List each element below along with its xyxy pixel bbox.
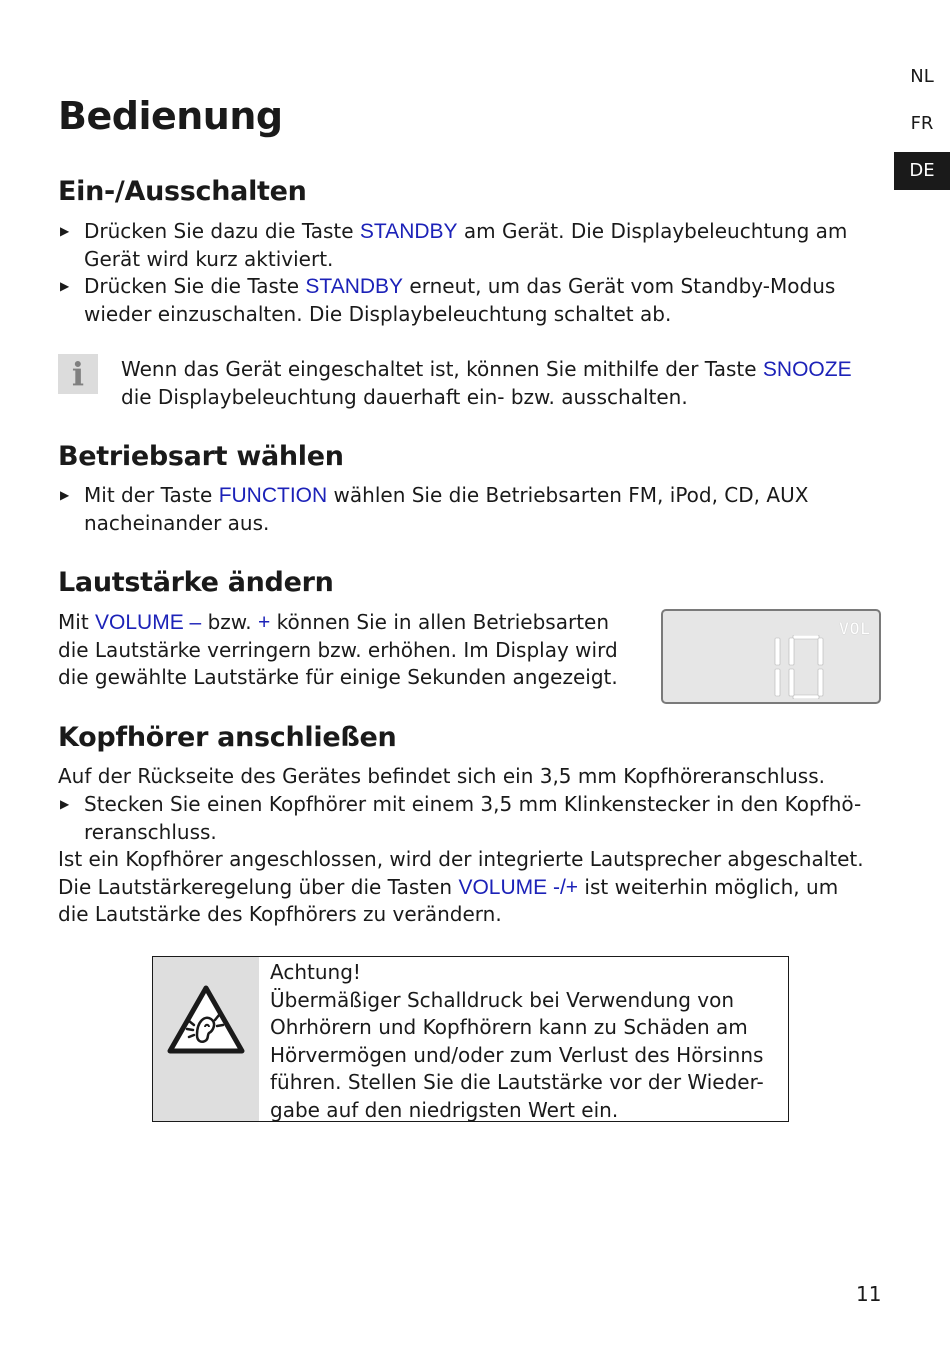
list-item: ▶ Drücken Sie die Taste STANDBY erneut, um das Gerät vom Standby-Modus wieder einzuschalten. Die Displaybeleuchtung schaltet ab. bbox=[60, 274, 836, 326]
language-tab-de[interactable]: DE bbox=[894, 152, 950, 190]
power-bullet-list bbox=[58, 218, 873, 328]
key-volume-minus-plus: VOLUME -/+ bbox=[458, 875, 579, 899]
headphones-after-text: Ist ein Kopfhörer angeschlossen, wird der integrierte Lautsprecher abgeschaltet. Die Lautstärkeregelung über die Tasten VOLUME -/+ ist weiterhin möglich, um die Lautstärke des Kopfhörers zu verändern. bbox=[58, 847, 864, 926]
key-function: FUNCTION bbox=[218, 484, 328, 507]
warning-body: Übermäßiger Schalldruck bei Verwendung von Ohrhörern und Kopfhörern kann zu Schäden am Hörvermögen und/oder zum Verlust des Hörsinns führen. Stellen Sie die Lautstärke vor der Wieder-gabe auf den niedrigsten Wert ein. bbox=[270, 987, 764, 1122]
list-item: ▶ Drücken Sie dazu die Taste STANDBY am Gerät. Die Displaybeleuchtung am Gerät wird kurz aktiviert. bbox=[60, 219, 848, 271]
info-note: Wenn das Gerät eingeschaltet ist, können Sie mithilfe der Taste SNOOZE die Displaybeleuchtung dauerhaft ein- bzw. ausschalten. bbox=[121, 357, 852, 409]
volume-display-illustration bbox=[661, 609, 881, 704]
warning-box bbox=[152, 956, 789, 1122]
volume-paragraph: Mit VOLUME – bzw. + können Sie in allen Betriebsarten die Lautstärke verringern bzw. erhöhen. Im Display wird die gewählte Lautstärke für einige Sekunden angezeigt. bbox=[58, 610, 618, 689]
headphones-bullet-list bbox=[58, 791, 873, 846]
language-tab-nl[interactable]: NL bbox=[910, 66, 934, 87]
display-volume-digits bbox=[771, 635, 827, 699]
key-standby: STANDBY bbox=[305, 275, 404, 298]
headphones-intro: Auf der Rückseite des Gerätes befindet sich ein 3,5 mm Kopfhöreranschluss. bbox=[58, 764, 825, 788]
vol-indicator: VOL bbox=[839, 619, 871, 638]
key-volume-minus: VOLUME – bbox=[95, 611, 202, 634]
bullet-arrow-icon: ▶ bbox=[60, 797, 70, 811]
section-heading-power: Ein-/Ausschalten bbox=[58, 176, 307, 207]
language-tabs bbox=[894, 58, 950, 199]
page-number: 11 bbox=[856, 1282, 882, 1306]
bullet-arrow-icon: ▶ bbox=[60, 488, 70, 502]
list-item: ▶ Stecken Sie einen Kopfhörer mit einem 3,5 mm Klinkenstecker in den Kopfhö-reranschluss. bbox=[60, 792, 862, 844]
info-icon: i bbox=[58, 354, 98, 394]
warning-icon-cell bbox=[153, 957, 259, 1121]
warning-text bbox=[270, 959, 782, 1124]
key-snooze: SNOOZE bbox=[762, 358, 852, 381]
page-title: Bedienung bbox=[58, 94, 283, 138]
section-heading-volume: Lautstärke ändern bbox=[58, 567, 334, 598]
language-tab-fr[interactable]: FR bbox=[910, 113, 934, 134]
section-heading-headphones: Kopfhörer anschließen bbox=[58, 722, 397, 753]
list-item: ▶ Mit der Taste FUNCTION wählen Sie die Betriebsarten FM, iPod, CD, AUX nacheinander aus. bbox=[60, 483, 809, 535]
section-heading-mode: Betriebsart wählen bbox=[58, 441, 344, 472]
bullet-arrow-icon: ▶ bbox=[60, 279, 70, 293]
mode-bullet-list bbox=[58, 482, 858, 537]
hearing-damage-warning-icon bbox=[167, 985, 245, 1055]
key-volume-plus: + bbox=[258, 611, 271, 634]
warning-title: Achtung! bbox=[270, 960, 361, 984]
bullet-arrow-icon: ▶ bbox=[60, 224, 70, 238]
key-standby: STANDBY bbox=[359, 220, 458, 243]
